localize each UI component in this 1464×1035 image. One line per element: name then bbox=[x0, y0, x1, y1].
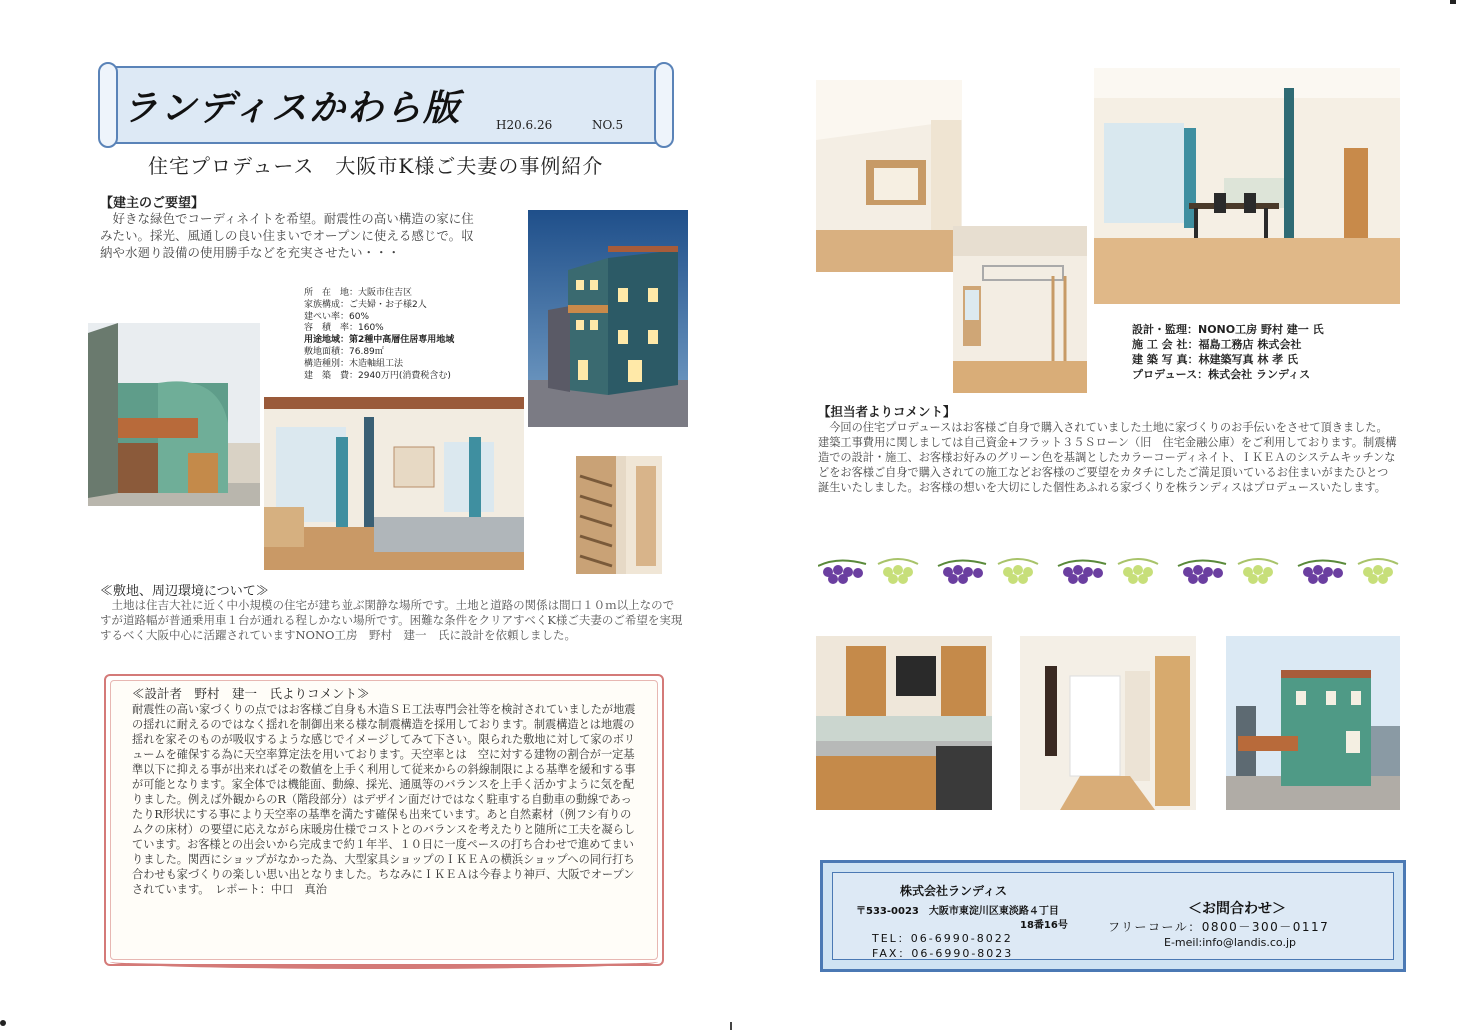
spec-row: 用途地域：第2種中高層住居専用地域 bbox=[304, 335, 455, 346]
spec-row: 容 積 率：160% bbox=[304, 323, 384, 334]
email-address: E-meil:info@landis.co.jp bbox=[1164, 936, 1297, 949]
spec-row: 構造種別：木造軸組工法 bbox=[304, 358, 404, 369]
issue-number: NO.5 bbox=[592, 118, 624, 132]
scan-mark bbox=[1450, 0, 1456, 4]
article-subtitle: 住宅プロデュース 大阪市K様ご夫妻の事例紹介 bbox=[148, 154, 604, 178]
freecall-number: フリーコール：0800－300－0117 bbox=[1108, 920, 1330, 934]
request-heading: 【建主のご要望】 bbox=[100, 196, 205, 211]
company-address: 〒533-0023 大阪市東淀川区東淡路４丁目 bbox=[856, 906, 1059, 917]
interior-loft-photo bbox=[816, 80, 962, 272]
exterior-day-photo bbox=[88, 323, 260, 506]
scan-mark bbox=[0, 1020, 6, 1026]
newsletter-title: ランディスかわら版 bbox=[122, 88, 462, 129]
banner-curl-left bbox=[98, 62, 118, 148]
inquiry-heading: ＜お問合わせ＞ bbox=[1188, 901, 1286, 917]
staff-comment-body: 今回の住宅プロデュースはお客様ご自身で購入されていました土地に家づくりのお手伝いをさせて頂きました。建築工事費用に関しましては自己資金+フラット３５Ｓローン（旧 住宅金融公庫）をご利用しております。制震構造での設計・施工、お客様お好みのグリーン色を基調としたカラーコーディネイト、ＩＫＥＡのシステムキッチンなどをお客様ご自身で購入されての施工などお客様のご要望をカタチにしたご満足頂いているお住まいがまたひとつ誕生いたしました。お客様の想いを大切にした個性あふれる家づくりを株ランディスはプロデュースいたします。 bbox=[818, 421, 1397, 494]
company-name: 株式会社ランディス bbox=[900, 884, 1008, 898]
hallway-photo bbox=[1020, 636, 1196, 810]
staff-comment-heading: 【担当者よりコメント】 bbox=[818, 404, 956, 419]
request-body: 好きな緑色でコーディネイトを希望。耐震性の高い構造の家に住みたい。採光、風通しの良い住まいでオープンに使える感じで。収納や水廻り設備の使用勝手などを充実させたい・・・ bbox=[100, 211, 474, 260]
designer-heading: ≪設計者 野村 建一 氏よりコメント≫ bbox=[132, 686, 370, 701]
designer-body: 耐震性の高い家づくりの点ではお客様ご自身も木造ＳＥ工法専門会社等を検討されていましたが地震の揺れに耐えるのではなく揺れを制御出来る様な制震構造を採用しております。制震構造とは地震の揺れを家そのものが吸収するような感じでイメージしてみて下さい。限られた敷地に対して家のボリュームを確保する為に天空率算定法を用いております。天空率とは 空に対する建物の割合が一定基準以下に抑える事が出来ればその数値を上手く利用して従来からの斜線制限による基準を緩和する事が可能となります。家全体では機能面、動線、採光、通風等のバランスを上手く活かすように気を配りました。例えば外観からのR（階段部分）はデザイン面だけではなく駐車する自動車の動線であったりR形状にする事により天空率の基準を満たす確保も出来ています。あと自然素材（例フシ有りのムクの床材）の要望に応えながら床暖房仕様でコストとのバランスを考えたりと随所に工夫を凝らしています。お客様との出会いから完成まで約１年半、１０日に一度ペースの打ち合わせで進めてまいりました。関西にショップがなかった為、大型家具ショップのＩＫＥＡの横浜ショップへの同行打ち合わせも家づくりの楽しい思い出となりました。ちなみにＩＫＥＡは今春より神戸、大阪でオープンされています。 レポート：中口 真治 bbox=[132, 703, 636, 896]
credit-row: 施 工 会 社：福島工務店 株式会社 bbox=[1132, 338, 1302, 351]
living-room-photo bbox=[264, 397, 524, 570]
kitchen-photo bbox=[816, 636, 992, 810]
fold-mark bbox=[730, 1022, 732, 1030]
phone-number: TEL：06-6990-8022 bbox=[872, 932, 1013, 945]
credit-row: 設計・監理：NONO工房 野村 建一 氏 bbox=[1132, 323, 1324, 336]
credit-row: プロデュース：株式会社 ランディス bbox=[1132, 368, 1311, 381]
site-body: 土地は住吉大社に近く中小規模の住宅が建ち並ぶ閑静な場所です。土地と道路の関係は間口１０ｍ以上なのですが道路幅が普通乗用車１台が通れる程しかない場所です。困難な条件をクリアすべくK様ご夫妻のご希望を実現するべく大阪中心に活躍されていますNONO工房 野村 建一 氏に設計を依頼しました。 bbox=[100, 598, 683, 642]
issue-date: H20.6.26 bbox=[496, 118, 553, 132]
loft-ladder-photo bbox=[953, 226, 1087, 393]
project-credits bbox=[1132, 322, 1324, 382]
exterior-night-photo bbox=[528, 210, 688, 427]
grape-decoration-border bbox=[818, 548, 1400, 588]
fax-number: FAX：06-6990-8023 bbox=[872, 947, 1014, 960]
property-spec-list bbox=[304, 288, 454, 382]
spec-row: 敷地面積：76.89㎡ bbox=[304, 346, 384, 357]
book-bottom-curve bbox=[110, 955, 658, 969]
spec-row: 建ぺい率：60% bbox=[304, 311, 370, 322]
dining-room-photo bbox=[1094, 68, 1400, 304]
credit-row: 建 築 写 真：林建築写真 林 孝 氏 bbox=[1132, 353, 1298, 366]
site-heading: ≪敷地、周辺環境について≫ bbox=[100, 584, 269, 599]
spec-row: 家族構成：ご夫婦・お子様2人 bbox=[304, 299, 427, 310]
exterior-green-photo bbox=[1226, 636, 1400, 810]
spec-row: 所 在 地：大阪市住吉区 bbox=[304, 288, 413, 298]
storage-shelf-photo bbox=[576, 456, 662, 574]
spec-row: 建 築 費：2940万円(消費税含む) bbox=[304, 370, 451, 381]
banner-curl-right bbox=[654, 62, 674, 148]
company-address-line2: 18番16号 bbox=[1020, 920, 1068, 931]
